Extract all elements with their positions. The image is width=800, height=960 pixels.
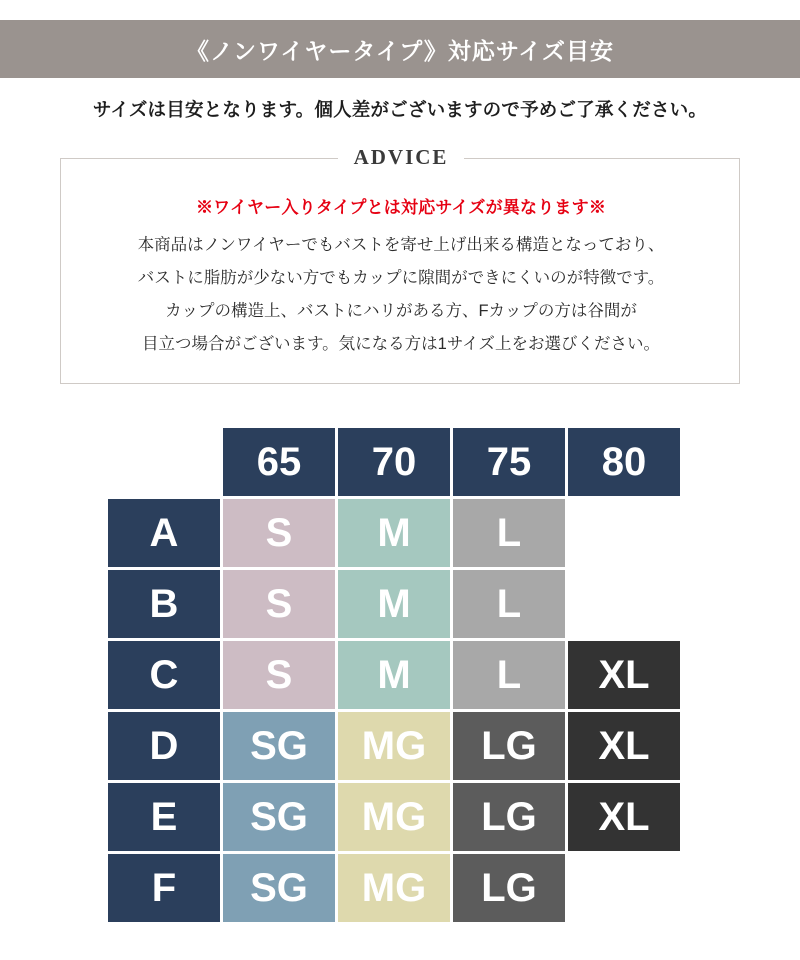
advice-heading (61, 145, 741, 170)
table-row (108, 854, 680, 922)
header-banner (0, 20, 800, 78)
row-header-f: F (108, 854, 220, 922)
cell-b-70: M (338, 570, 450, 638)
table-row (108, 712, 680, 780)
cell-b-75: L (453, 570, 565, 638)
row-header-d: D (108, 712, 220, 780)
cell-c-75: L (453, 641, 565, 709)
cell-d-65: SG (223, 712, 335, 780)
cell-a-80 (568, 499, 680, 567)
cell-e-70: MG (338, 783, 450, 851)
page-title: 《ノンワイヤータイプ》対応サイズ目安 (185, 37, 615, 64)
table-header-row (108, 428, 680, 496)
row-header-b: B (108, 570, 220, 638)
advice-body-line-3: カップの構造上、バストにハリがある方、Fカップの方は谷間が (165, 302, 637, 320)
cell-c-70: M (338, 641, 450, 709)
advice-warning: ※ワイヤー入りタイプとは対応サイズが異なります※ (195, 198, 607, 217)
cell-b-65: S (223, 570, 335, 638)
cell-b-80 (568, 570, 680, 638)
cell-d-75: LG (453, 712, 565, 780)
table-row (108, 641, 680, 709)
table-row (108, 570, 680, 638)
cell-d-80: XL (568, 712, 680, 780)
cell-a-65: S (223, 499, 335, 567)
advice-body-line-4: 目立つ場合がございます。気になる方は1サイズ上をお選びください。 (141, 335, 661, 353)
cell-f-80 (568, 854, 680, 922)
advice-heading-label: ADVICE (338, 145, 465, 170)
cell-a-70: M (338, 499, 450, 567)
table-corner-cell (108, 428, 220, 496)
cell-e-65: SG (223, 783, 335, 851)
table-row (108, 783, 680, 851)
subtitle-note: サイズは目安となります。個人差がございますので予めご了承ください。 (92, 99, 708, 120)
cell-a-75: L (453, 499, 565, 567)
advice-body-line-2: バストに脂肪が少ない方でもカップに隙間ができにくいのが特徴です。 (137, 269, 665, 287)
column-header-80: 80 (568, 428, 680, 496)
row-header-e: E (108, 783, 220, 851)
cell-d-70: MG (338, 712, 450, 780)
column-header-65: 65 (223, 428, 335, 496)
advice-box (60, 145, 740, 384)
cell-f-65: SG (223, 854, 335, 922)
size-chart-table (105, 425, 683, 925)
column-header-70: 70 (338, 428, 450, 496)
table-row (108, 499, 680, 567)
column-header-75: 75 (453, 428, 565, 496)
row-header-c: C (108, 641, 220, 709)
advice-body-line-1: 本商品はノンワイヤーでもバストを寄せ上げ出来る構造となっており、 (137, 236, 665, 254)
row-header-a: A (108, 499, 220, 567)
advice-body (61, 229, 741, 361)
cell-c-80: XL (568, 641, 680, 709)
cell-c-65: S (223, 641, 335, 709)
cell-f-75: LG (453, 854, 565, 922)
cell-e-75: LG (453, 783, 565, 851)
cell-e-80: XL (568, 783, 680, 851)
cell-f-70: MG (338, 854, 450, 922)
